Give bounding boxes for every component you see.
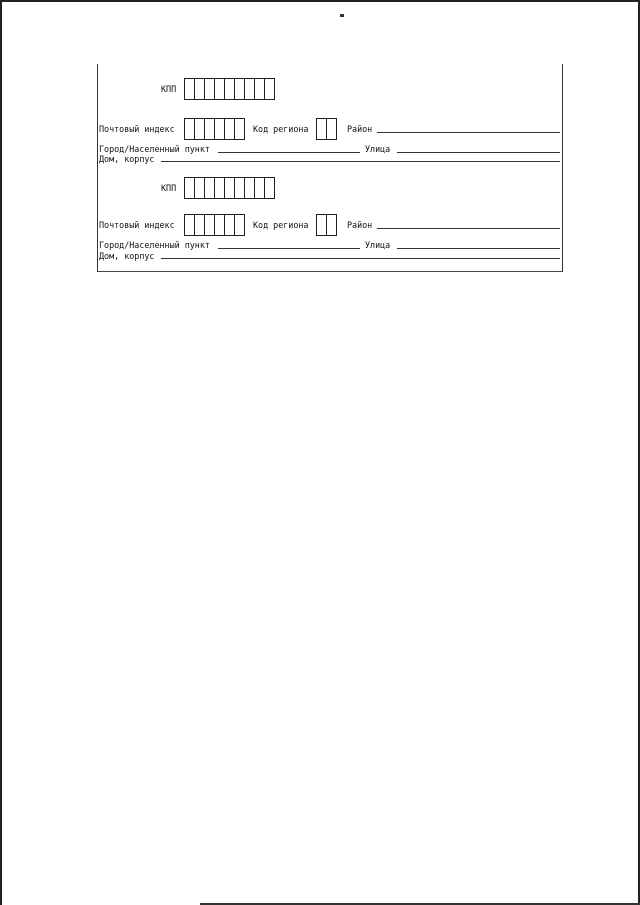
kpp-cell[interactable] bbox=[205, 79, 215, 99]
page-border-left bbox=[0, 0, 2, 905]
street-field[interactable] bbox=[397, 152, 560, 153]
postal-label: Почтовый индекс bbox=[99, 124, 175, 134]
street-label: Улица bbox=[365, 144, 391, 154]
kpp-cell[interactable] bbox=[255, 79, 265, 99]
kpp-cell[interactable] bbox=[225, 178, 235, 198]
postal-cells[interactable] bbox=[184, 118, 245, 140]
city-label: Город/Населенный пункт bbox=[99, 240, 210, 250]
postal-label: Почтовый индекс bbox=[99, 220, 175, 230]
form-right-border bbox=[562, 64, 563, 272]
scan-speck bbox=[340, 14, 344, 17]
city-field[interactable] bbox=[218, 152, 360, 153]
postal-cell[interactable] bbox=[195, 215, 205, 235]
region-label: Код региона bbox=[253, 220, 309, 230]
kpp-cell[interactable] bbox=[265, 178, 274, 198]
house-label: Дом, корпус bbox=[99, 154, 155, 164]
kpp-cell[interactable] bbox=[235, 79, 245, 99]
kpp-cell[interactable] bbox=[245, 178, 255, 198]
postal-cell[interactable] bbox=[225, 119, 235, 139]
postal-cells[interactable] bbox=[184, 214, 245, 236]
kpp-cell[interactable] bbox=[195, 178, 205, 198]
street-label: Улица bbox=[365, 240, 391, 250]
house-label: Дом, корпус bbox=[99, 251, 155, 261]
city-field[interactable] bbox=[218, 248, 360, 249]
kpp-cell[interactable] bbox=[215, 178, 225, 198]
region-cell[interactable] bbox=[327, 119, 336, 139]
region-label: Код региона bbox=[253, 124, 309, 134]
region-cell[interactable] bbox=[317, 215, 327, 235]
form-bottom-border bbox=[97, 271, 563, 272]
kpp-cell[interactable] bbox=[215, 79, 225, 99]
postal-cell[interactable] bbox=[235, 215, 244, 235]
address-form bbox=[97, 64, 563, 272]
kpp-cell[interactable] bbox=[205, 178, 215, 198]
kpp-cell[interactable] bbox=[185, 79, 195, 99]
kpp-cell[interactable] bbox=[235, 178, 245, 198]
kpp-label: КПП bbox=[161, 84, 177, 94]
district-label: Район bbox=[347, 220, 373, 230]
region-cells[interactable] bbox=[316, 118, 337, 140]
kpp-cells[interactable] bbox=[184, 78, 275, 100]
postal-cell[interactable] bbox=[205, 119, 215, 139]
kpp-label: КПП bbox=[161, 183, 177, 193]
postal-cell[interactable] bbox=[215, 215, 225, 235]
kpp-cell[interactable] bbox=[185, 178, 195, 198]
city-label: Город/Населенный пункт bbox=[99, 144, 210, 154]
postal-cell[interactable] bbox=[215, 119, 225, 139]
kpp-cells[interactable] bbox=[184, 177, 275, 199]
district-label: Район bbox=[347, 124, 373, 134]
house-field[interactable] bbox=[161, 258, 560, 259]
postal-cell[interactable] bbox=[235, 119, 244, 139]
page-border-top bbox=[0, 0, 640, 2]
region-cell[interactable] bbox=[327, 215, 336, 235]
region-cells[interactable] bbox=[316, 214, 337, 236]
kpp-cell[interactable] bbox=[245, 79, 255, 99]
district-field[interactable] bbox=[377, 228, 560, 229]
postal-cell[interactable] bbox=[185, 215, 195, 235]
form-left-border bbox=[97, 64, 98, 272]
kpp-cell[interactable] bbox=[255, 178, 265, 198]
region-cell[interactable] bbox=[317, 119, 327, 139]
postal-cell[interactable] bbox=[205, 215, 215, 235]
kpp-cell[interactable] bbox=[195, 79, 205, 99]
house-field[interactable] bbox=[161, 161, 560, 162]
postal-cell[interactable] bbox=[195, 119, 205, 139]
street-field[interactable] bbox=[397, 248, 560, 249]
kpp-cell[interactable] bbox=[265, 79, 274, 99]
postal-cell[interactable] bbox=[185, 119, 195, 139]
district-field[interactable] bbox=[377, 132, 560, 133]
kpp-cell[interactable] bbox=[225, 79, 235, 99]
postal-cell[interactable] bbox=[225, 215, 235, 235]
